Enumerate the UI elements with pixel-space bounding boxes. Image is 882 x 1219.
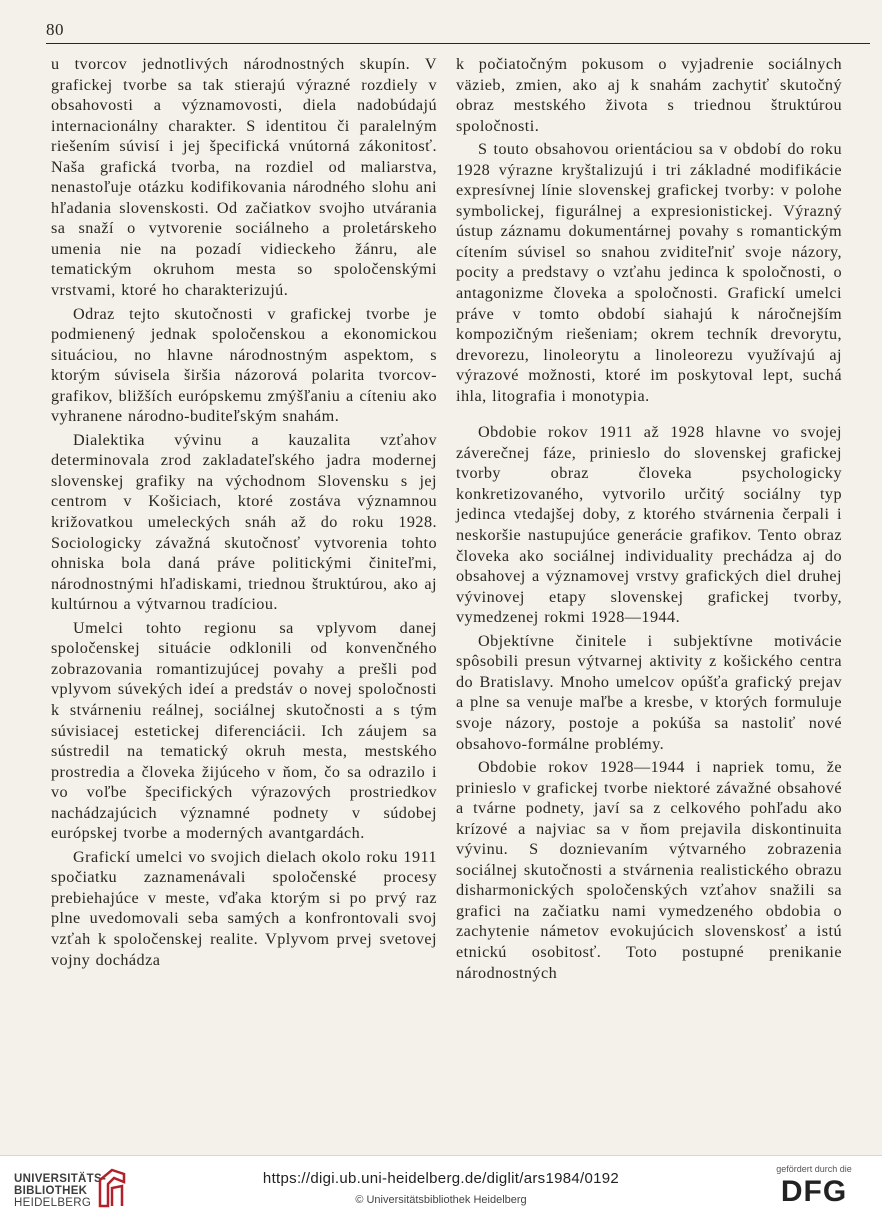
paragraph: Obdobie rokov 1911 až 1928 hlavne vo svojej záverečnej fáze, prinieslo do slovenskej grafickej tvorby obraz človeka psychologicky konkretizovaného, vytvorilo určitý sociálny typ jedinca vtedajšej doby, z ktorého stvárnenia čerpali i neskoršie nastupujúce generácie grafikov. Tento obraz človeka ako sociálnej individuality prechádza aj do obsahovej a významovej vrstvy grafických diel druhej vývinovej etapy slovenskej grafickej tvorby, vymedzenej rokmi 1928—1944. [456, 423, 842, 627]
copyright-notice: © Universitätsbibliothek Heidelberg [355, 1194, 527, 1206]
library-name-line2: BIBLIOTHEK [14, 1185, 88, 1197]
permalink-url[interactable]: https://digi.ub.uni-heidelberg.de/diglit/ars1984/0192 [262, 1170, 620, 1187]
paragraph: k počiatočným pokusom o vyjadrenie sociálnych väzieb, zmien, ako aj k snahám zachytiť skutočný obraz mestského života s triednou štruktúrou spoločnosti. [456, 55, 842, 135]
viewer-footer [0, 1155, 882, 1219]
paragraph: Umelci tohto regionu sa vplyvom danej spoločenskej situácie odklonili od konvenčného zobrazovania romantizujúcej povahy a prešli pod vplyvom súvekých ideí a predstáv o novej spoločnosti k stvárneniu reálnej, sociálnej skutočnosti a s tým súvisiacej estetickej diferenciácii. Ich záujem sa sústredil na tematický okruh mesta, mestského prostredia a človeka žijúceho v ňom, čo sa odrazilo i vo voľbe špecifických výrazových prostriedkov nachádzajúcich významné podnety v súdobej európskej tvorbe a moderných avantgardách. [51, 618, 437, 843]
funder-block[interactable] [764, 1164, 864, 1208]
header-rule [46, 43, 870, 44]
paragraph: Dialektika vývinu a kauzalita vzťahov determinovala zrod zakladateľského jadra modernej slovenskej grafiky na východnom Slovensku s jej centrom v Košiciach, ktoré zostáva významnou križovatkou umeleckých snáh až do roku 1928. Sociologicky závažná skutočnosť vytvorenia tohto ohniska bola daná práve politickými činiteľmi, národnostnými hľadiskami, triednou štruktúrou, ako aj kultúrnou a výtvarnou tradíciou. [51, 430, 437, 614]
paragraph: Grafickí umelci vo svojich dielach okolo roku 1911 spočiatku zaznamenávali spoločenské procesy prebiehajúce v meste, vďaka ktorým si po prvý raz plne uvedomovali seba samých a konfrontovali svoj vzťah k spoločenskej realite. Vplyvom prvej svetovej vojny dochádza [51, 847, 437, 969]
paragraph: Odraz tejto skutočnosti v grafickej tvorbe je podmienený jednak spoločenskou a ekonomickou situáciou, no hlavne národnostným aspektom, s ktorým súvisela širšia názorová polarita tvorcov-grafikov, bližších európskemu zmýšľaniu a cíteniu ako vyhranene národno-buditeľským snahám. [51, 304, 437, 426]
paragraph: u tvorcov jednotlivých národnostných skupín. V grafickej tvorbe sa tak stierajú výrazné rozdiely v obsahovosti a významovosti, diela nadobúdajú internacionálny charakter. S identitou či paralelným riešením súvisí i jej špecifická vnútorná zákonitosť. Naša grafická tvorba, na rozdiel od maliarstva, nenastoľuje otázku kodifikovania národného slohu ani hľadania slovenskosti. Od začiatkov svojho utvárania sa snaží o vytvorenie sociálneho a proletárskeho umenia nie na pozadí vidieckeho žánru, ale tematickým okruhom mesta so spoločenskými vrstvami, ktoré ho charakterizujú. [51, 55, 437, 300]
right-column [456, 54, 842, 986]
funder-label: gefördert durch die [776, 1164, 852, 1174]
paragraph: S touto obsahovou orientáciou sa v období do roku 1928 výrazne kryštalizujú i tri základné modifikácie expresívnej línie slovenskej grafickej tvorby: v polohe symbolickej, figurálnej a expresionistickej. Výrazný ústup záznamu dokumentárnej povahy s romantickým cítením súvisel so snahou zviditeľniť svoje názory, pocity a predstavy o vzťahu jedinca k spoločnosti, o antagonizme človeka a spoločnosti. Grafickí umelci práve v tomto období siahajú k náročnejším kompozičným riešeniam; okrem techník drevorytu, drevorezu, linoleorytu a linoleorezu využívajú aj výrazové možnosti, ktoré im poskytoval lept, suchá ihla, litografia i monotypia. [456, 140, 842, 405]
paragraph: Obdobie rokov 1928—1944 i napriek tomu, že prinieslo v grafickej tvorbe niektoré závažné obsahové a tvárne podnety, javí sa z celkového pohľadu ako krízové a najviac sa v ňom prejavila diskontinuita vývinu. S doznievaním výtvarného zobrazenia sociálnej skutočnosti a stvárnenia realistického obrazu disharmonických spoločenských vzťahov snažili sa grafici na začiatku nami vymedzeného obdobia o zachytenie námetov evokujúcich slovenskosť a istú etnickú osobitosť. Toto postupné prenikanie národnostných [456, 758, 842, 982]
dfg-logo: DFG [780, 1175, 848, 1208]
page-number: 80 [46, 20, 64, 39]
paragraph: Objektívne činitele i subjektívne motivácie spôsobili presun výtvarnej aktivity z košického centra do Bratislavy. Mnoho umelcov opúšťa grafický prejav a plne sa venuje maľbe a kresbe, v ktorých formuluje svoje názory, postoje a pokúša sa nastoliť nové obsahovo-formálne problémy. [456, 631, 842, 753]
library-name-line1: UNIVERSITÄTS- [14, 1173, 107, 1185]
left-column [51, 54, 437, 973]
library-name-line3: HEIDELBERG [14, 1197, 92, 1209]
